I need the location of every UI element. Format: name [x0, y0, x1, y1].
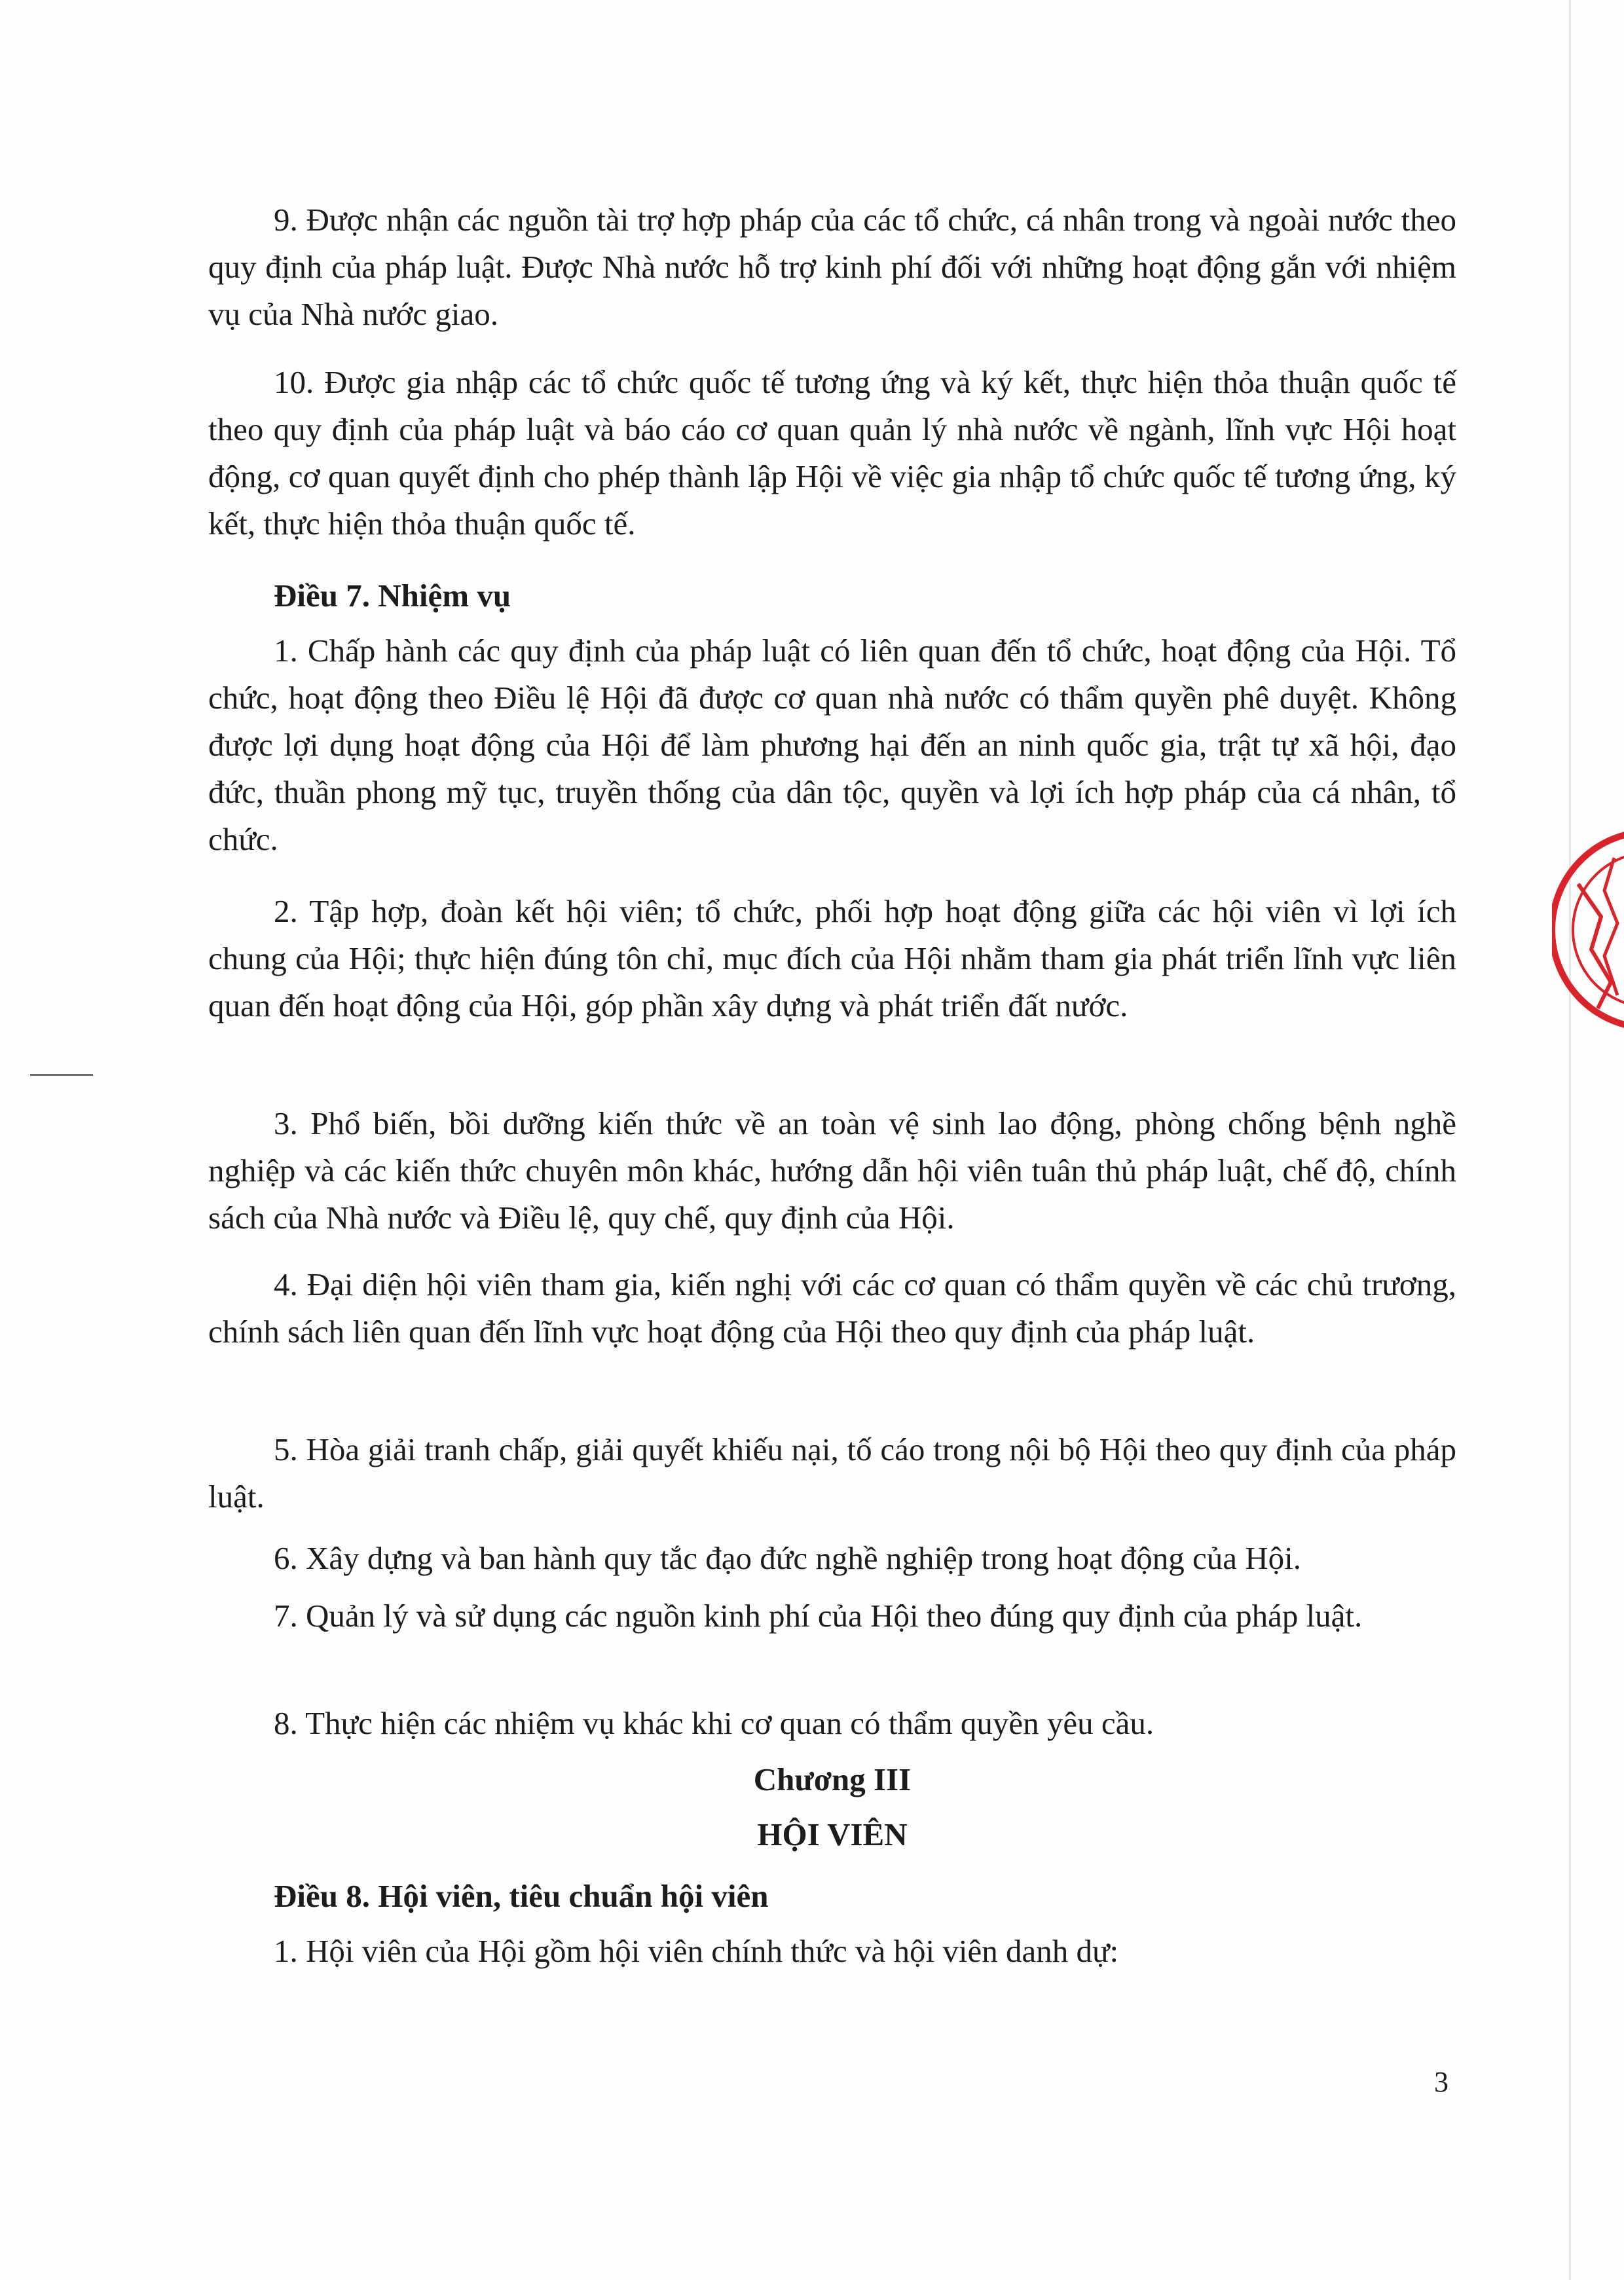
article-7-item-5: 5. Hòa giải tranh chấp, giải quyết khiếu nại, tố cáo trong nội bộ Hội theo quy định của pháp luật.: [208, 1431, 1456, 1515]
scan-mark: [30, 1074, 93, 1076]
article-7-item-6: 6. Xây dựng và ban hành quy tắc đạo đức nghề nghiệp trong hoạt động của Hội.: [274, 1540, 1302, 1576]
article-7-item-4: 4. Đại diện hội viên tham gia, kiến nghị với các cơ quan có thẩm quyền về các chủ trương, chính sách liên quan đến lĩnh vực hoạt động của Hội theo quy định của pháp luật.: [208, 1266, 1456, 1350]
chapter-number: Chương III: [753, 1761, 912, 1797]
paragraph-9: 9. Được nhận các nguồn tài trợ hợp pháp của các tổ chức, cá nhân trong và ngoài nước theo quy định của pháp luật. Được Nhà nước hỗ trợ kinh phí đối với những hoạt động gắn với nhiệm vụ của Nhà nước giao.: [208, 202, 1456, 332]
article-7-item-3: 3. Phổ biến, bồi dưỡng kiến thức về an toàn vệ sinh lao động, phòng chống bệnh nghề nghiệp và các kiến thức chuyên môn khác, hướng dẫn hội viên tuân thủ pháp luật, chế độ, chính sách của Nhà nước và Điều lệ, quy chế, quy định của Hội.: [208, 1105, 1456, 1236]
page-number: 3: [1434, 2066, 1449, 2098]
article-8-item-1: 1. Hội viên của Hội gồm hội viên chính thức và hội viên danh dự:: [274, 1933, 1119, 1969]
article-7-heading: Điều 7. Nhiệm vụ: [274, 578, 511, 614]
paragraph-10: 10. Được gia nhập các tổ chức quốc tế tương ứng và ký kết, thực hiện thỏa thuận quốc tế theo quy định của pháp luật và báo cáo cơ quan quản lý nhà nước về ngành, lĩnh vực Hội hoạt động, cơ quan quyết định cho phép thành lập Hội về việc gia nhập tổ chức quốc tế tương ứng, ký kết, thực hiện thỏa thuận quốc tế.: [208, 364, 1456, 542]
article-7-item-7: 7. Quản lý và sử dụng các nguồn kinh phí của Hội theo đúng quy định của pháp luật.: [274, 1598, 1363, 1634]
article-7-item-2: 2. Tập hợp, đoàn kết hội viên; tổ chức, phối hợp hoạt động giữa các hội viên vì lợi ích chung của Hội; thực hiện đúng tôn chỉ, mục đích của Hội nhằm tham gia phát triển lĩnh vực liên quan đến hoạt động của Hội, góp phần xây dựng và phát triển đất nước.: [208, 893, 1456, 1023]
page-edge: [1569, 0, 1571, 2280]
article-7-item-8: 8. Thực hiện các nhiệm vụ khác khi cơ quan có thẩm quyền yêu cầu.: [274, 1705, 1154, 1741]
red-seal-stamp: [1552, 786, 1624, 1074]
article-7-item-1: 1. Chấp hành các quy định của pháp luật có liên quan đến tổ chức, hoạt động của Hội. Tổ chức, hoạt động theo Điều lệ Hội đã được cơ quan nhà nước có thẩm quyền phê duyệt. Không được lợi dụng hoạt động của Hội để làm phương hại đến an ninh quốc gia, trật tự xã hội, đạo đức, thuần phong mỹ tục, truyền thống của dân tộc, quyền và lợi ích hợp pháp của cá nhân, tổ chức.: [208, 633, 1456, 857]
chapter-title: HỘI VIÊN: [757, 1816, 908, 1852]
article-8-heading: Điều 8. Hội viên, tiêu chuẩn hội viên: [274, 1878, 769, 1914]
